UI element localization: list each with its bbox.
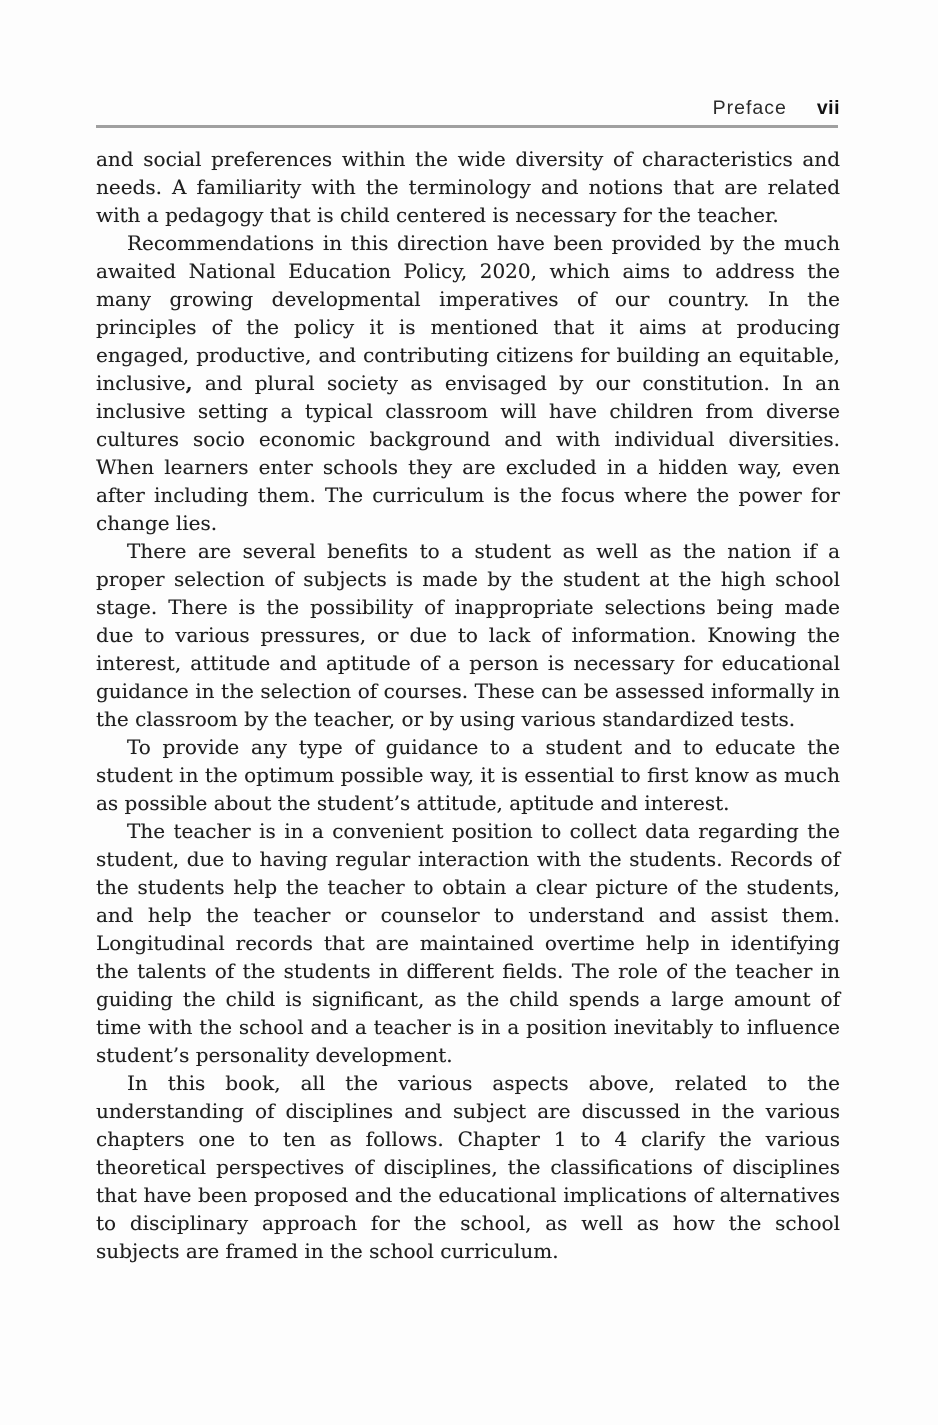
- paragraph: [96, 733, 840, 817]
- paragraph: [96, 145, 840, 229]
- page-number: vii: [816, 97, 840, 119]
- text-run: In this book, all the various aspects above, related to the understanding of disciplines and subject are discussed in the various chapters one to ten as follows. Chapter 1 to 4 clarify the various theoretical perspectives of disciplines, the classifications of disciplines that have been proposed and the educational implications of alternatives to disciplinary approach for the school, as well as how the school subjects are framed in the school curriculum.: [96, 1071, 840, 1263]
- section-title: Preface: [712, 97, 787, 119]
- page-header: [96, 96, 840, 120]
- text-run: and plural society as envisaged by our constitution. In an inclusive setting a typical classroom will have children from diverse cultures socio economic background and with individual diversities. When learners enter schools they are excluded in a hidden way, even after including them. The curriculum is the focus where the power for change lies.: [96, 371, 840, 535]
- bold-text-run: ,: [185, 371, 193, 395]
- header-rule: [96, 125, 838, 128]
- text-run: Recommendations in this direction have been provided by the much awaited National Education Policy, 2020, which aims to address the many growing developmental imperatives of our country. In the principles of the policy it is mentioned that it aims at producing engaged, productive, and contributing citizens for building an equitable, inclusive: [96, 231, 840, 395]
- text-run: The teacher is in a convenient position to collect data regarding the student, due to having regular interaction with the students. Records of the students help the teacher to obtain a clear picture of the students, and help the teacher or counselor to understand and assist them. Longitudinal records that are maintained overtime help in identifying the talents of the students in different fields. The role of the teacher in guiding the child is significant, as the child spends a large amount of time with the school and a teacher is in a position inevitably to influence student’s personality development.: [96, 819, 840, 1067]
- paragraph: [96, 1069, 840, 1265]
- paragraph: [96, 817, 840, 1069]
- preface-body-text: [96, 145, 840, 1265]
- text-run: and social preferences within the wide diversity of characteristics and needs. A familiarity with the terminology and notions that are related with a pedagogy that is child centered is necessary for the teacher.: [96, 147, 840, 227]
- paragraph: [96, 537, 840, 733]
- paragraph: [96, 229, 840, 537]
- text-run: There are several benefits to a student as well as the nation if a proper selection of subjects is made by the student at the high school stage. There is the possibility of inappropriate selections being made due to various pressures, or due to lack of information. Knowing the interest, attitude and aptitude of a person is necessary for educational guidance in the selection of courses. These can be assessed informally in the classroom by the teacher, or by using various standardized tests.: [96, 539, 840, 731]
- text-run: To provide any type of guidance to a student and to educate the student in the optimum possible way, it is essential to first know as much as possible about the student’s attitude, aptitude and interest.: [96, 735, 840, 815]
